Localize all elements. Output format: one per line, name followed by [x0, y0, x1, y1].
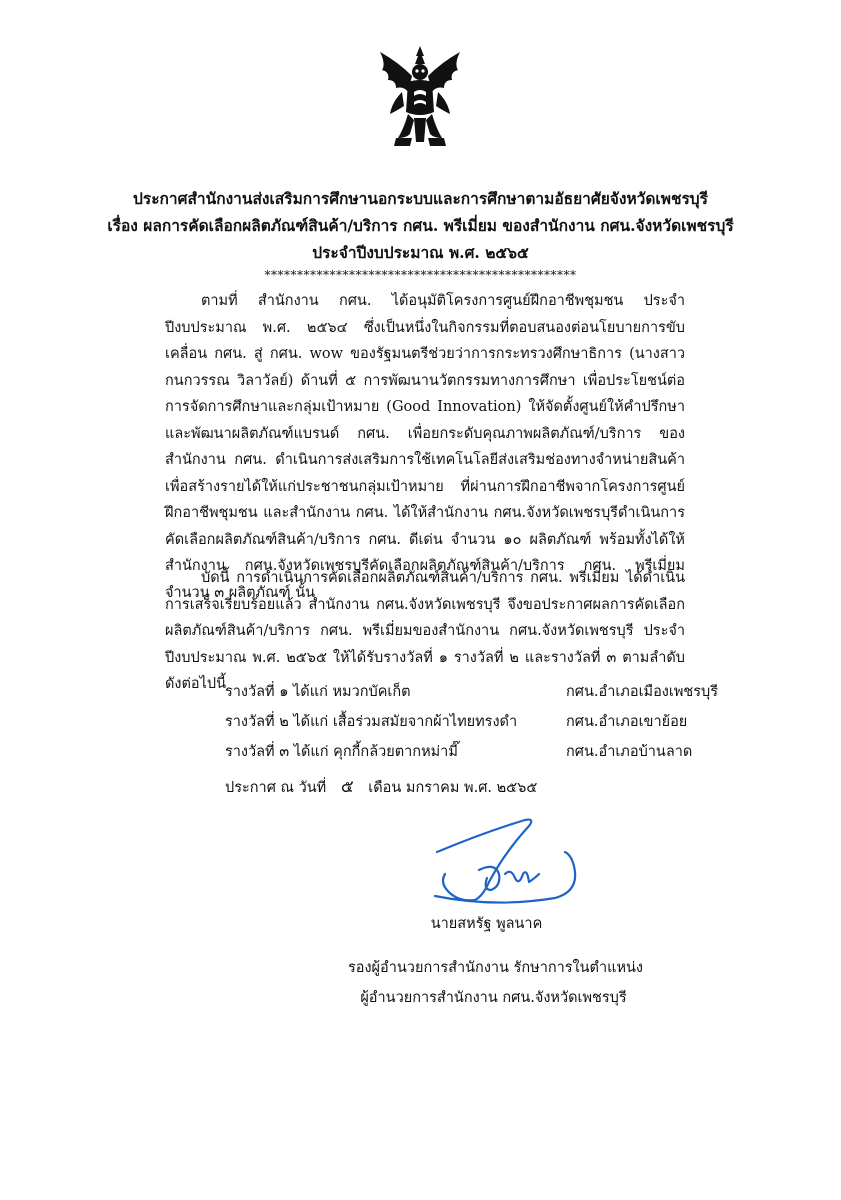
body-paragraph-2: [165, 565, 685, 698]
award-3-office: กศน.อำเภอบ้านลาด: [566, 744, 693, 760]
handwritten-signature: [425, 812, 590, 907]
award-2-office: กศน.อำเภอเขาย้อย: [566, 714, 688, 730]
announcement-date: [225, 773, 537, 800]
header-separator: ************************************************: [264, 268, 577, 282]
announcement-suffix: เดือน มกราคม พ.ศ. ๒๕๖๕: [368, 780, 538, 796]
signer-position-1: รองผู้อำนวยการสำนักงาน รักษาการในตำแหน่ง: [347, 960, 644, 976]
paragraph-1-text: ตามที่ สำนักงาน กศน. ได้อนุมัติโครงการศูนย์ฝึกอาชีพชุมชน ประจำปีงบประมาณ พ.ศ. ๒๕๖๔ ซึ่งเป็นหนึ่งในกิจกรรมที่ตอบสนองต่อนโยบายการขับเคลื่อน กศน. สู่ กศน. wow ของรัฐมนตรีช่วยว่าการกระทรวงศึกษาธิการ (นางสาวกนกวรรณ วิลาวัลย์) ด้านที่ ๕ การพัฒนานวัตกรรมทางการศึกษา เพื่อประโยชน์ต่อการจัดการศึกษาและกลุ่มเป้าหมาย (Good Innovation) ให้จัดตั้งศูนย์ให้คำปรึกษา และพัฒนาผลิตภัณฑ์แบรนด์ กศน. เพื่อยกระดับคุณภาพผลิตภัณฑ์/บริการ ของสำนักงาน กศน. ดำเนินการส่งเสริมการใช้เทคโนโลยีส่งเสริมช่องทางจำหน่ายสินค้าเพื่อสร้างรายได้ให้แก่ประชาชนกลุ่มเป้าหมาย ที่ผ่านการฝึกอาชีพจากโครงการศูนย์ฝึกอาชีพชุมชน และสำนักงาน กศน. ได้ให้สำนักงาน กศน.จังหวัดเพชรบุรีดำเนินการคัดเลือกผลิตภัณฑ์สินค้า/บริการ กศน. ดีเด่น จำนวน ๑๐ ผลิตภัณฑ์ พร้อมทั้งได้ให้สำนักงาน กศน.จังหวัดเพชรบุรีคัดเลือกผลิตภัณฑ์สินค้า/บริการ กศน. พรีเมี่ยม จำนวน ๓ ผลิตภัณฑ์ นั้น: [165, 293, 685, 601]
announcement-day: ๕: [340, 777, 354, 797]
header-line-1: ประกาศสำนักงานส่งเสริมการศึกษานอกระบบและการศึกษาตามอัธยาศัยจังหวัดเพชรบุรี: [133, 189, 708, 208]
award-1-name: รางวัลที่ ๑ ได้แก่ หมวกบัคเก็ต: [225, 684, 411, 700]
body-paragraph-1: [165, 288, 685, 606]
signer-position-2: ผู้อำนวยการสำนักงาน กศน.จังหวัดเพชรบุรี: [360, 990, 627, 1006]
announcement-prefix: ประกาศ ณ วันที่: [225, 780, 327, 796]
signer-name: นายสหรัฐ พูลนาค: [430, 916, 543, 932]
paragraph-2-text: บัดนี้ การดำเนินการคัดเลือกผลิตภัณฑ์สินค้า/บริการ กศน. พรีเมี่ยม ได้ดำเนินการเสร็จเรียบร้อยแล้ว สำนักงาน กศน.จังหวัดเพชรบุรี จึงขอประกาศผลการคัดเลือก ผลิตภัณฑ์สินค้า/บริการ กศน. พรีเมี่ยมของสำนักงาน กศน.จังหวัดเพชรบุรี ประจำปีงบประมาณ พ.ศ. ๒๕๖๕ ให้ได้รับรางวัลที่ ๑ รางวัลที่ ๒ และรางวัลที่ ๓ ตามลำดับ ดังต่อไปนี้: [165, 570, 685, 692]
award-3-name: รางวัลที่ ๓ ได้แก่ คุกกี้กล้วยตากหม่ามี๊: [225, 744, 458, 760]
header-line-2: เรื่อง ผลการคัดเลือกผลิตภัณฑ์สินค้า/บริการ กศน. พรีเมี่ยม ของสำนักงาน กศน.จังหวัดเพชรบุรี: [107, 216, 734, 235]
award-1-office: กศน.อำเภอเมืองเพชรบุรี: [566, 684, 719, 700]
header-line-3: ประจำปีงบประมาณ พ.ศ. ๒๕๖๕: [312, 243, 529, 262]
garuda-emblem-icon: [368, 42, 472, 152]
award-2-name: รางวัลที่ ๒ ได้แก่ เสื้อร่วมสมัยจากผ้าไทยทรงดำ: [225, 714, 518, 730]
